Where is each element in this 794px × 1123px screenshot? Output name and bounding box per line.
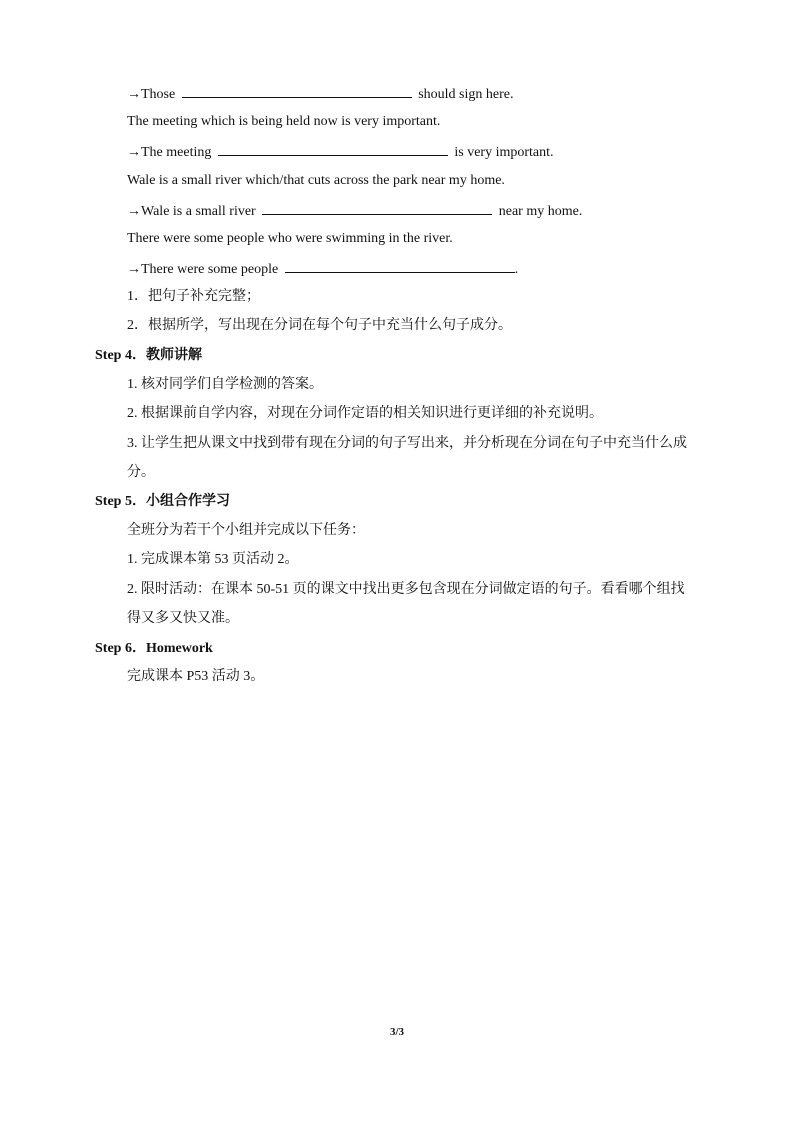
exercise-1-prefix: →Those bbox=[127, 87, 176, 102]
exercise-1 bbox=[127, 83, 513, 105]
answer-blank-4[interactable] bbox=[285, 258, 515, 273]
step5-heading: Step 5．小组合作学习 bbox=[95, 494, 230, 509]
task-2: 2．根据所学，写出现在分词在每个句子中充当什么句子成分。 bbox=[127, 318, 512, 333]
exercise-5 bbox=[127, 200, 582, 222]
step5-item-2: 2. 限时活动：在课本 50-51 页的课文中找出更多包含现在分词做定语的句子。看看哪个组找得又多又快又准。 bbox=[127, 582, 685, 626]
answer-blank-3[interactable] bbox=[262, 200, 492, 215]
step5-item-1: 1. 完成课本第 53 页活动 2。 bbox=[127, 552, 299, 567]
exercise-3-suffix: is very important. bbox=[454, 145, 554, 160]
sentence-4: Wale is a small river which/that cuts across the park near my home. bbox=[127, 173, 505, 188]
exercise-3 bbox=[127, 141, 554, 163]
sentence-6: There were some people who were swimming in the river. bbox=[127, 231, 453, 246]
exercise-7-prefix: →There were some people bbox=[127, 262, 279, 277]
step4-item-2: 2. 根据课前自学内容，对现在分词作定语的相关知识进行更详细的补充说明。 bbox=[127, 406, 603, 421]
step5-intro: 全班分为若干个小组并完成以下任务： bbox=[127, 523, 365, 538]
page-number: 3/3 bbox=[389, 1026, 405, 1038]
exercise-3-prefix: →The meeting bbox=[127, 145, 212, 160]
answer-blank-2[interactable] bbox=[218, 141, 448, 156]
exercise-5-prefix: →Wale is a small river bbox=[127, 204, 256, 219]
exercise-7 bbox=[127, 258, 518, 280]
step6-text: 完成课本 P53 活动 3。 bbox=[127, 669, 265, 684]
exercise-1-suffix: should sign here. bbox=[418, 87, 514, 102]
task-1: 1．把句子补充完整； bbox=[127, 289, 260, 304]
answer-blank-1[interactable] bbox=[182, 83, 412, 98]
exercise-7-suffix: . bbox=[514, 262, 519, 277]
exercise-5-suffix: near my home. bbox=[498, 204, 583, 219]
step4-item-3: 3. 让学生把从课文中找到带有现在分词的句子写出来，并分析现在分词在句子中充当什么成分。 bbox=[127, 436, 687, 480]
step4-heading: Step 4．教师讲解 bbox=[95, 348, 202, 363]
sentence-2: The meeting which is being held now is very important. bbox=[127, 114, 441, 129]
step6-heading: Step 6．Homework bbox=[95, 641, 213, 656]
step4-item-1: 1. 核对同学们自学检测的答案。 bbox=[127, 377, 323, 392]
